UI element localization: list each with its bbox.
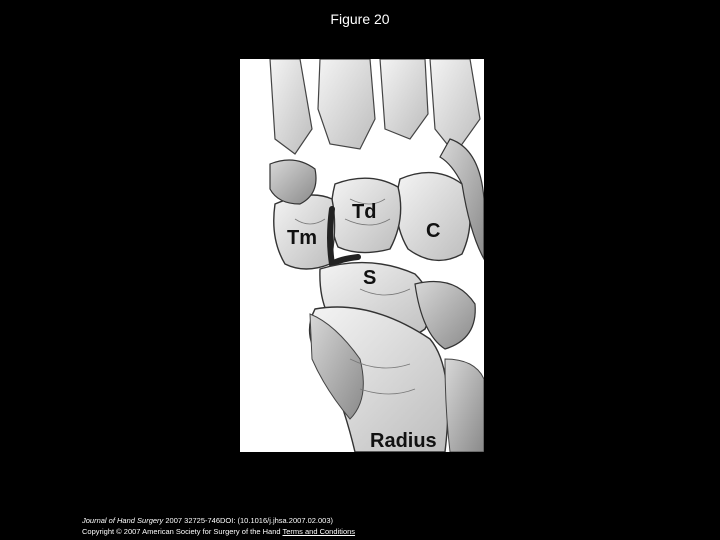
copyright-line — [82, 526, 355, 537]
wrist-bones-drawing — [240, 59, 484, 452]
metacarpal-3 — [380, 59, 428, 139]
metacarpal-2 — [318, 59, 375, 149]
journal-name: Journal of Hand Surgery — [82, 516, 164, 525]
label-radius: Radius — [370, 430, 437, 452]
copyright-text: Copyright © 2007 American Society for Surgery of the Hand — [82, 527, 281, 536]
label-scaphoid: S — [363, 267, 377, 289]
thumb-base — [270, 160, 316, 204]
label-capitate: C — [426, 220, 441, 242]
label-trapezium: Tm — [287, 227, 317, 249]
metacarpal-1 — [270, 59, 312, 154]
bone-ulna — [445, 359, 484, 452]
metacarpal-4 — [430, 59, 480, 154]
figure-title: Figure 20 — [330, 11, 390, 27]
terms-link[interactable]: Terms and Conditions — [282, 527, 356, 536]
label-trapezoid: Td — [352, 201, 377, 223]
wrist-anatomy-illustration — [240, 59, 484, 452]
citation-doi: 2007 32725-746DOI: (10.1016/j.jhsa.2007.02.003) — [163, 516, 334, 525]
citation-footer — [82, 515, 355, 537]
bone-capitate — [396, 173, 470, 261]
citation-line — [82, 515, 355, 526]
